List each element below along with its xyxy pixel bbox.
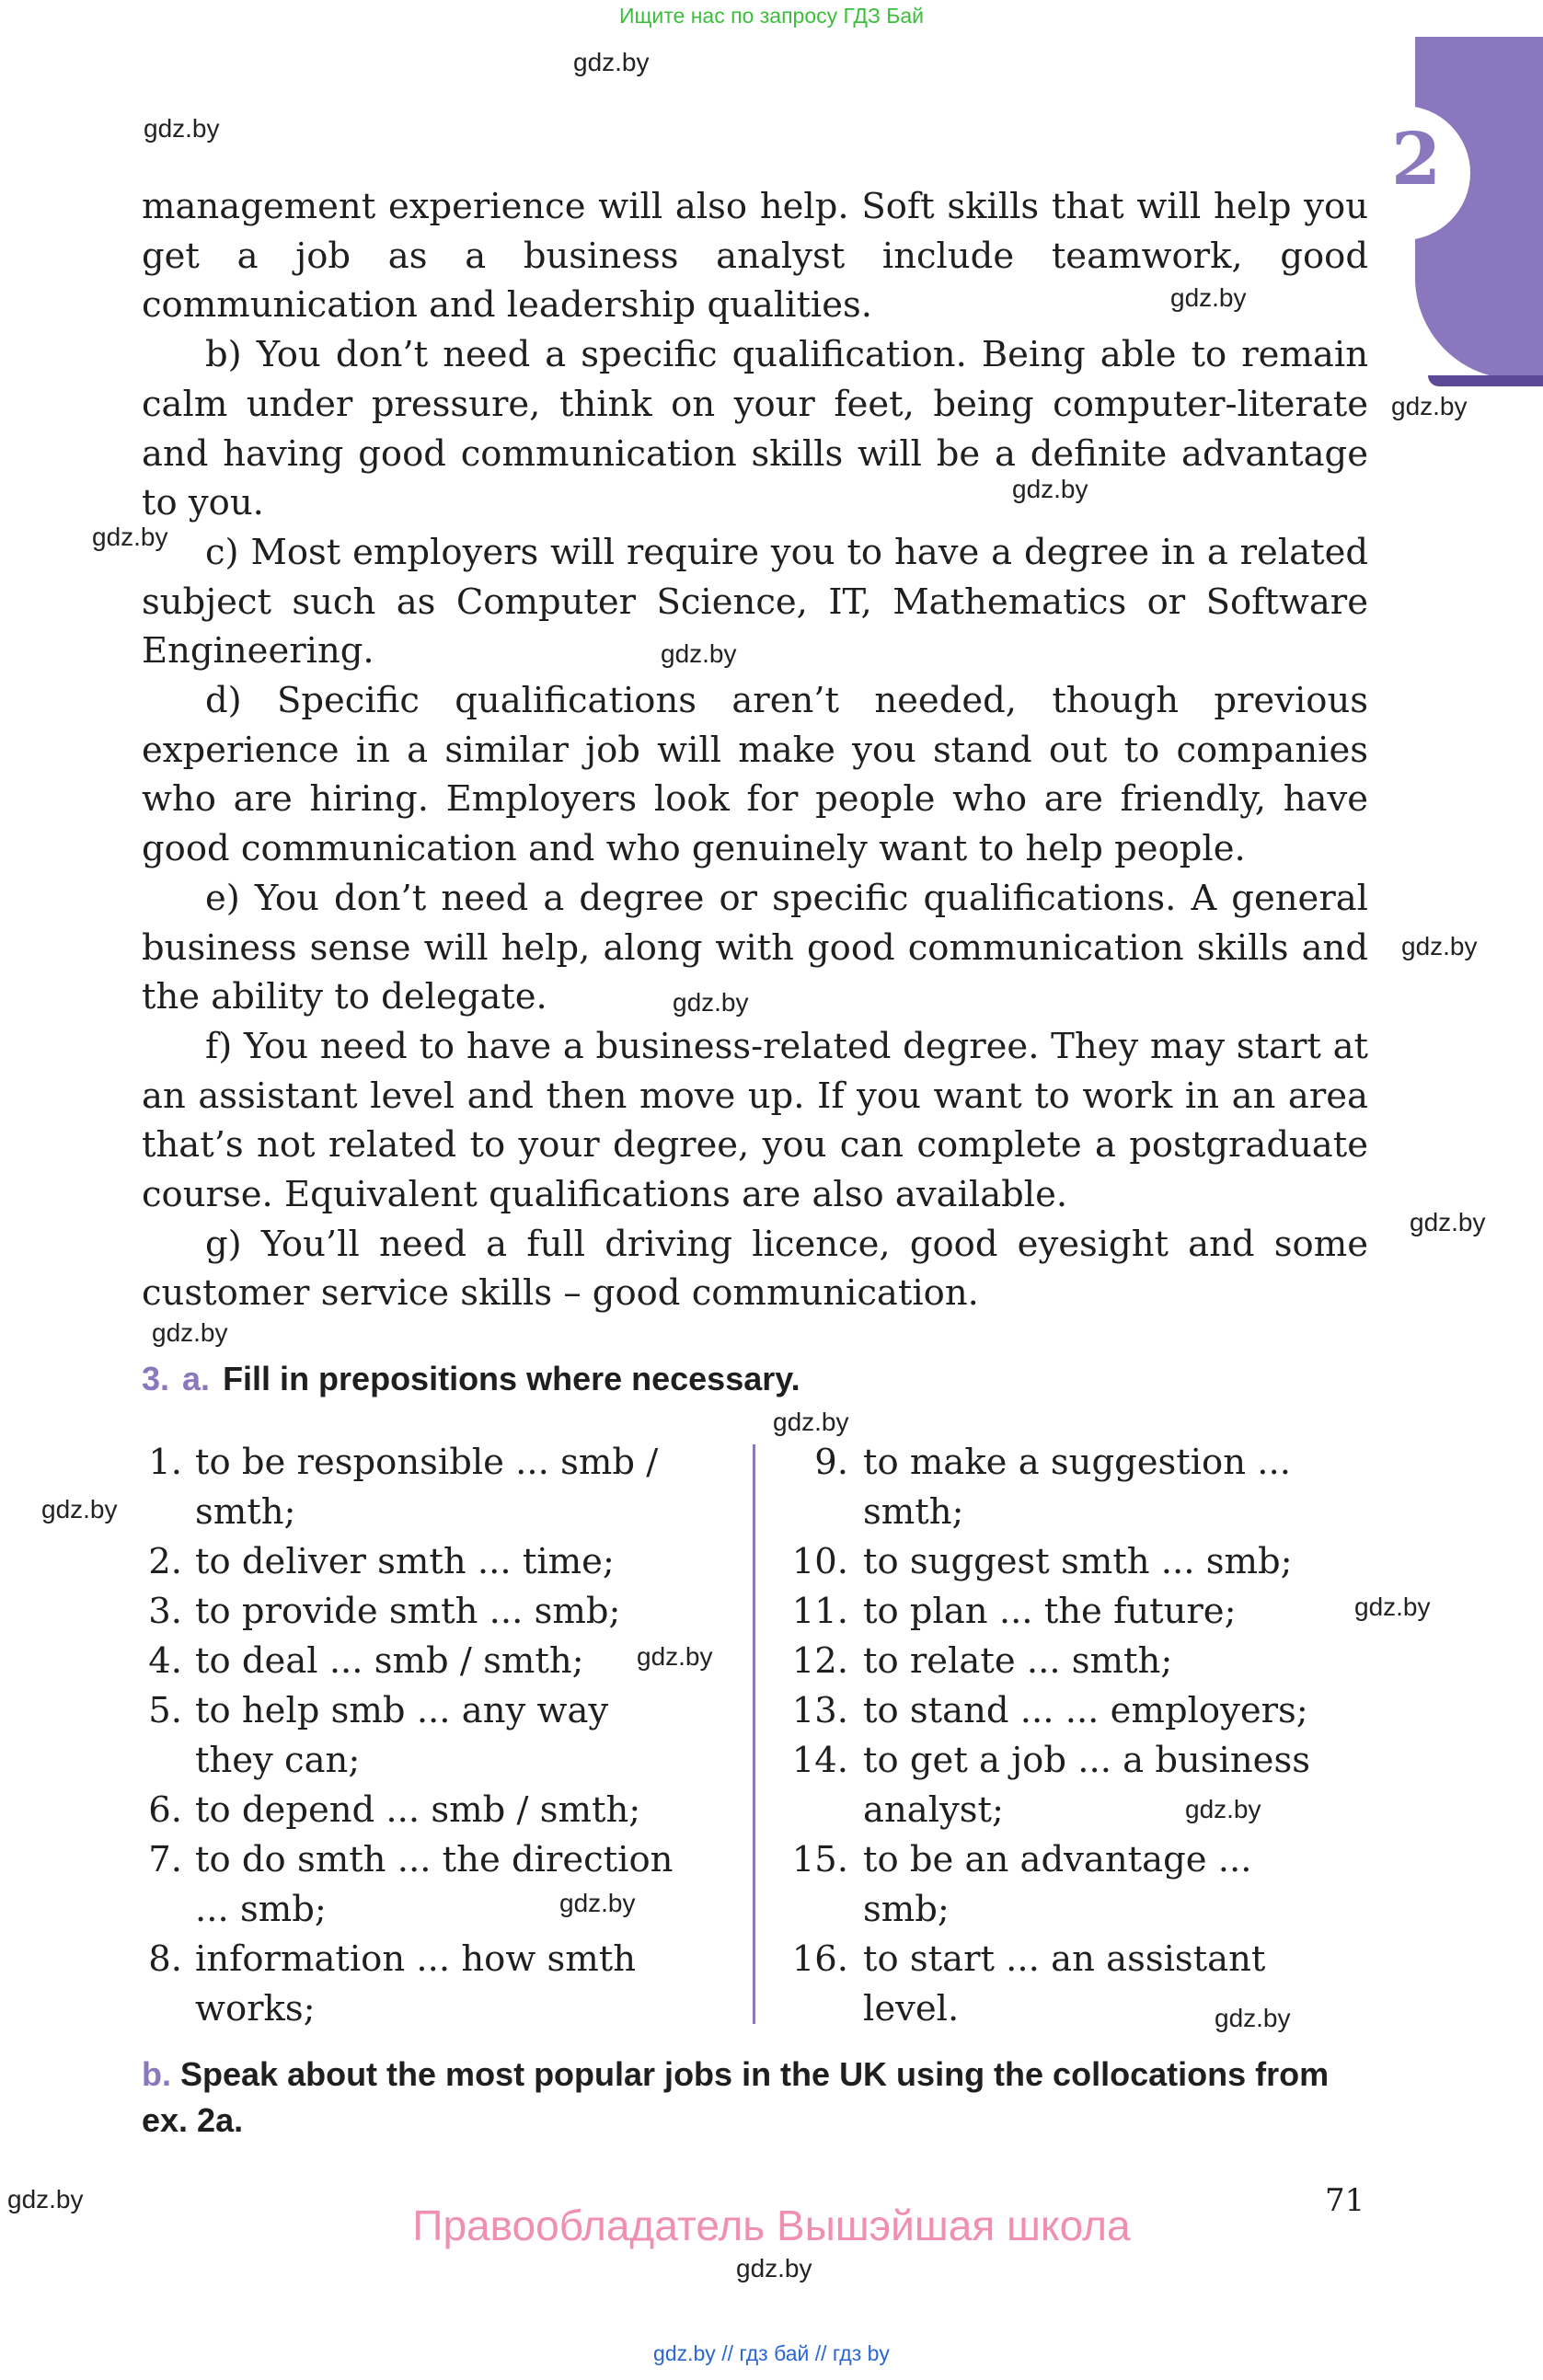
watermark: gdz.by [637,1642,713,1671]
list-item: 8. information ... how smth [148,1938,637,1980]
watermark: gdz.by [41,1495,118,1523]
list-item: 15. to be an advantage ... [791,1839,1252,1880]
list-item: 7. to do smth ... the direction [148,1839,674,1880]
watermark: gdz.by [773,1408,849,1436]
watermark: gdz.by [661,639,737,668]
list-item: analyst; [863,1789,1004,1831]
list-item: 9. to make a suggestion ... [814,1442,1291,1483]
column-divider [753,1444,755,2024]
watermark: gdz.by [144,114,220,143]
watermark: gdz.by [1401,932,1478,960]
watermark: gdz.by [1410,1208,1486,1236]
watermark: gdz.by [1012,475,1088,503]
watermark: gdz.by [673,988,749,1017]
list-item: 14. to get a job ... a business [791,1740,1310,1781]
watermark: gdz.by [1215,2004,1291,2032]
part-a-instruction: Fill in prepositions where necessary. [223,1360,800,1397]
watermark: gdz.by [1170,283,1247,312]
exercise-3b [142,2052,1375,2144]
preposition-list-left [142,1438,673,2034]
preposition-list-right [780,1438,1310,2034]
list-item: smth; [195,1491,296,1533]
list-item: 16. to start ... an assistant [791,1938,1266,1980]
list-item: 12. to relate ... smth; [791,1640,1173,1682]
list-item: 13. to stand ... ... employers; [791,1690,1308,1731]
part-a-letter: a. [182,1360,211,1397]
chapter-number: 2 [1391,118,1442,201]
watermark: gdz.by [7,2185,84,2213]
watermark: gdz.by [1391,392,1468,420]
watermark: gdz.by [1185,1795,1261,1823]
paragraph: g) You’ll need a full driving licence, good eyesight and some customer service skills – good communication. [142,1223,1368,1315]
paragraph: e) You don’t need a degree or specific qualifications. A general business sense will help, along with good communication skills and the ability to delegate. [142,877,1368,1018]
answer-text [142,182,1368,1318]
paragraph: c) Most employers will require you to have a degree in a related subject such as Computer Science, IT, Mathematics or Software Engineering. [142,531,1368,673]
paragraph: management experience will also help. Soft skills that will help you get a job as a business analyst include teamwork, good communication and leadership qualities. [142,186,1368,327]
paragraph: b) You don’t need a specific qualification. Being able to remain calm under pressure, think on your feet, being computer-literate and having good communication skills will be a definite advantage to you. [142,334,1368,524]
list-item: they can; [195,1740,361,1781]
list-item: works; [195,1988,316,2029]
list-item: 10. to suggest smth ... smb; [791,1541,1293,1582]
list-item: smth; [863,1491,964,1533]
list-item: 6. to depend ... smb / smth; [148,1789,641,1831]
list-item: 1. to be responsible ... smb / [148,1442,659,1483]
list-item: level. [863,1988,960,2029]
watermark: gdz.by [559,1889,636,1917]
footer-links[interactable]: gdz.by // гдз бай // гдз by [653,2341,890,2365]
list-item: 2. to deliver smth ... time; [148,1541,615,1582]
watermark: gdz.by [152,1318,228,1347]
list-item: smb; [863,1889,950,1930]
exercise-3a-heading [142,1360,800,1398]
page-number: 71 [1325,2182,1365,2219]
watermark: gdz.by [573,48,650,76]
paragraph: f) You need to have a business-related degree. They may start at an assistant level and then move up. If you want to work in an area that’s not related to your degree, you can complete a postgraduate course. Equivalent qualifications are also available. [142,1025,1368,1216]
exercise-number: 3. [142,1360,170,1397]
paragraph: d) Specific qualifications aren’t needed, though previous experience in a similar job will make you stand out to companies who are hiring. Employers look for people who are friendly, have good communication and who genuinely want to help people. [142,680,1368,870]
search-hint: Ищите нас по запросу ГДЗ Бай [618,4,925,28]
watermark: gdz.by [92,523,168,551]
list-item: 5. to help smb ... any way [148,1690,609,1731]
list-item: 11. to plan ... the future; [791,1591,1237,1632]
part-b-instruction: Speak about the most popular jobs in the UK using the collocations from ex. 2a. [142,2055,1330,2139]
copyright-notice: Правообладатель Вышэйшая школа [412,2202,1131,2249]
list-item: ... smb; [195,1889,327,1930]
watermark: gdz.by [1354,1592,1431,1621]
watermark: gdz.by [736,2254,812,2282]
list-item: 4. to deal ... smb / smth; [148,1640,584,1682]
part-b-letter: b. [142,2055,171,2093]
list-item: 3. to provide smth ... smb; [148,1591,621,1632]
